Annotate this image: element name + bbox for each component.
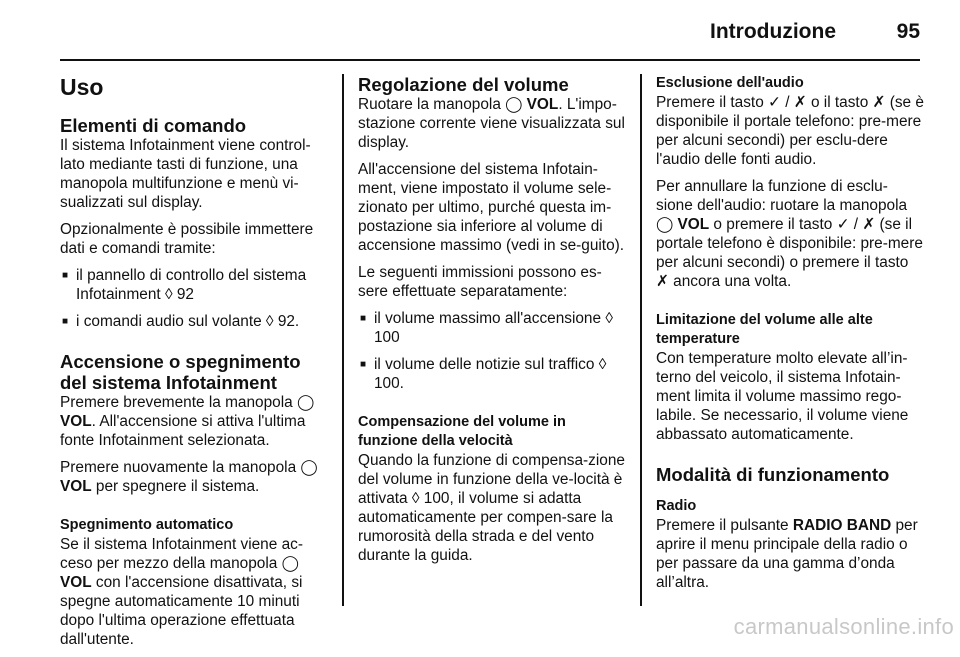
paragraph: Premere il pulsante RADIO BAND per aprire il menu principale della radio o per passare da una gamma d’onda all’altra. [656,517,918,591]
watermark: carmanualsonline.info [733,614,954,639]
paragraph: Opzionalmente è possibile immettere dati e comandi tramite: [60,221,314,257]
list-item: ■ il volume delle notizie sul traffico ◊ 100. [358,355,626,393]
paragraph: Quando la funzione di compensa-zione del volume in funzione della ve-locità è attivata ◊ 100, il volume si adatta automaticamente per compen-sare la rumorosità della strada e del vento durante la guida. [358,452,625,564]
heading-modalita-funzionamento: Modalità di funzionamento [656,464,890,485]
paragraph: Per annullare la funzione di esclu-sione dell'audio: ruotare la manopola ◯ VOL o premere il tasto ✓ / ✗ (se il portale telefono è disponibile: pre-mere per alcuni secondi) o premere il tasto ✗ ancora una volta. [656,178,923,290]
paragraph: Le seguenti immissioni possono es-sere effettuate separatamente: [358,264,602,300]
paragraph: Se il sistema Infotainment viene ac-ceso per mezzo della manopola ◯ VOL con l'accensione disattivata, si spegne automaticamente 10 minuti dopo l'ultima operazione effettuata dall'utente. [60,536,303,648]
heading-esclusione-audio: Esclusione dell'audio [656,75,804,91]
section-title: Introduzione [710,20,836,43]
list-item: ■ i comandi audio sul volante ◊ 92. [60,312,328,331]
heading-uso: Uso [60,74,104,100]
column-1 [60,74,328,657]
column-2 [358,74,626,573]
paragraph: Ruotare la manopola ◯ VOL. L'impo-stazione corrente viene visualizzata sul display. [358,96,625,151]
heading-accensione: Accensione o spegnimento del sistema Infotainment [60,351,301,393]
column-divider [640,74,642,606]
heading-compensazione: Compensazione del volume in funzione della velocità [358,414,566,449]
paragraph: Premere il tasto ✓ / ✗ o il tasto ✗ (se è disponibile il portale telefono: pre-mere per alcuni secondi) per esclu-dere l'audio delle fonti audio. [656,94,924,168]
page-header [60,0,920,60]
paragraph: Premere brevemente la manopola ◯ VOL. All'accensione si attiva l'ultima fonte Infotainment selezionata. [60,394,315,449]
paragraph: Premere nuovamente la manopola ◯ VOL per spegnere il sistema. [60,459,318,495]
heading-spegnimento: Spegnimento automatico [60,517,234,533]
heading-regolazione-volume: Regolazione del volume [358,74,569,95]
heading-elementi-comando: Elementi di comando [60,115,247,136]
page-number: 95 [896,20,920,43]
column-divider [342,74,344,606]
heading-limitazione-volume: Limitazione del volume alle alte temperature [656,312,873,347]
list-item: ■ il pannello di controllo del sistema Infotainment ◊ 92 [60,266,328,304]
paragraph: Il sistema Infotainment viene control-lato mediante tasti di funzione, una manopola multifunzione e menù vi-sualizzati sul display. [60,137,311,211]
header-rule [60,59,920,61]
heading-radio: Radio [656,498,697,514]
paragraph: All'accensione del sistema Infotain-ment, viene impostato il volume sele-zionato per ultimo, purché questa im-postazione sia inferiore al volume di accensione massimo (vedi in se-guito). [358,161,625,254]
paragraph: Con temperature molto elevate all’in-terno del veicolo, il sistema Infotain-ment limita il volume massimo rego-labile. Se necessario, il volume viene abbassato automaticamente. [656,350,909,443]
column-3 [656,74,924,600]
list-item: ■ il volume massimo all'accensione ◊ 100 [358,309,626,347]
